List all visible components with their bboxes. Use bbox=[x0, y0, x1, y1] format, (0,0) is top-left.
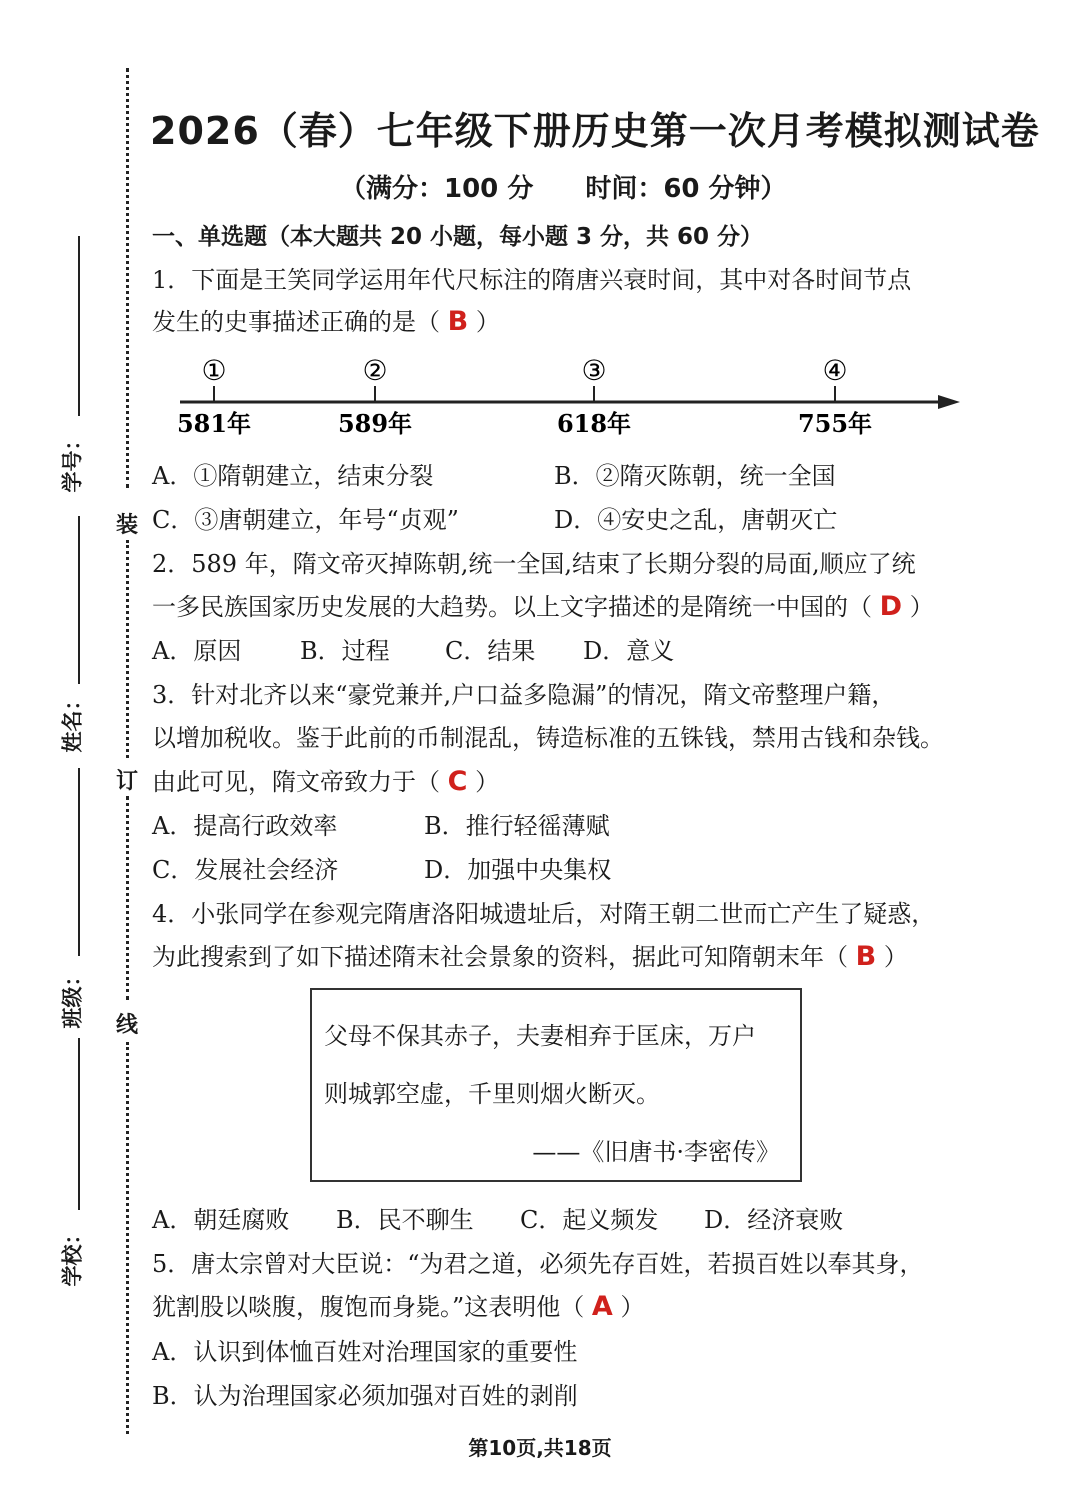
quote-source: ——《旧唐书·李密传》 bbox=[532, 1138, 780, 1166]
timeline-arrow-icon bbox=[938, 395, 960, 409]
timeline-marker-3: ③ bbox=[581, 354, 607, 387]
binding-char-zhuang: 装 bbox=[116, 513, 139, 538]
q5-close-paren: ） bbox=[620, 1293, 645, 1321]
q1-answer: B bbox=[447, 306, 469, 337]
q2-option-b[interactable]: B．过程 bbox=[300, 637, 390, 665]
timeline-year-2: 589年 bbox=[337, 409, 413, 438]
q3-stem-line1: 3．针对北齐以来“豪党兼并,户口益多隐漏”的情况，隋文帝整理户籍， bbox=[152, 681, 896, 709]
binding-dotted-line-1 bbox=[126, 68, 129, 488]
section-heading: 一、单选题（本大题共 20 小题，每小题 3 分，共 60 分） bbox=[152, 224, 764, 250]
q2-answer: D bbox=[879, 591, 903, 622]
q4-option-c[interactable]: C．起义频发 bbox=[520, 1206, 659, 1234]
q4-options-row bbox=[152, 1204, 843, 1236]
timeline-marker-1: ① bbox=[201, 354, 227, 387]
q1-option-b[interactable]: B．②隋灭陈朝，统一全国 bbox=[554, 462, 836, 490]
student-name-line bbox=[78, 516, 80, 684]
binding-dotted-line-4 bbox=[126, 1042, 129, 1434]
binding-dotted-line-3 bbox=[126, 796, 129, 1000]
q3-options-row1 bbox=[152, 810, 610, 842]
student-name-label: 姓名： bbox=[60, 689, 85, 753]
q5-stem-line2 bbox=[152, 1291, 644, 1323]
exam-subtitle: （满分：100 分 时间：60 分钟） bbox=[340, 174, 787, 204]
q2-close-paren: ） bbox=[909, 593, 934, 621]
timeline-year-3: 618年 bbox=[556, 409, 632, 438]
q3-stem-line3 bbox=[152, 766, 499, 798]
q1-stem-text: 发生的史事描述正确的是（ bbox=[152, 308, 440, 336]
q4-option-b[interactable]: B．民不聊生 bbox=[336, 1206, 474, 1234]
student-id-label: 学号： bbox=[60, 429, 85, 493]
timeline-year-4: 755年 bbox=[797, 409, 873, 438]
q3-close-paren: ） bbox=[475, 768, 500, 796]
class-label: 班级： bbox=[60, 965, 85, 1029]
q1-option-c[interactable]: C．③唐朝建立，年号“贞观” bbox=[152, 506, 459, 534]
q4-close-paren: ） bbox=[883, 943, 908, 971]
q5-option-a[interactable]: A．认识到体恤百姓对治理国家的重要性 bbox=[152, 1338, 578, 1366]
timeline bbox=[170, 348, 970, 444]
q5-stem-line1: 5．唐太宗曾对大臣说：“为君之道，必须先存百姓，若损百姓以奉其身， bbox=[152, 1250, 924, 1278]
q4-stem-line2 bbox=[152, 941, 908, 973]
binding-char-ding: 订 bbox=[116, 769, 139, 794]
q4-stem-text: 为此搜索到了如下描述隋末社会景象的资料，据此可知隋朝末年（ bbox=[152, 943, 848, 971]
binding-dotted-line-2 bbox=[126, 540, 129, 758]
q5-option-b[interactable]: B．认为治理国家必须加强对百姓的剥削 bbox=[152, 1382, 578, 1410]
timeline-marker-4: ④ bbox=[822, 354, 848, 387]
exam-title: 2026（春）七年级下册历史第一次月考模拟测试卷 bbox=[150, 109, 1040, 153]
q1-stem-line2 bbox=[152, 306, 500, 338]
q1-options-row1 bbox=[152, 460, 836, 492]
q3-option-a[interactable]: A．提高行政效率 bbox=[152, 812, 338, 840]
q1-close-paren: ） bbox=[475, 308, 500, 336]
q1-option-d[interactable]: D．④安史之乱，唐朝灭亡 bbox=[554, 506, 838, 534]
q3-options-row2 bbox=[152, 854, 611, 886]
timeline-marker-2: ② bbox=[362, 354, 388, 387]
q4-stem-line1: 4．小张同学在参观完隋唐洛阳城遗址后，对隋王朝二世而亡产生了疑惑， bbox=[152, 900, 936, 928]
q3-stem-text: 由此可见，隋文帝致力于（ bbox=[152, 768, 440, 796]
binding-char-xian: 线 bbox=[116, 1013, 139, 1038]
school-line bbox=[78, 1038, 80, 1210]
quote-box bbox=[310, 988, 802, 1182]
q3-option-d[interactable]: D．加强中央集权 bbox=[424, 856, 612, 884]
q5-stem-text: 犹割股以啖腹，腹饱而身毙。”这表明他（ bbox=[152, 1293, 585, 1321]
q1-options-row2 bbox=[152, 504, 837, 536]
q3-answer: C bbox=[447, 766, 468, 797]
quote-line2: 则城郭空虚，千里则烟火断灭。 bbox=[324, 1080, 660, 1108]
page-number: 第10页,共18页 bbox=[468, 1436, 612, 1460]
q2-option-d[interactable]: D．意义 bbox=[583, 637, 675, 665]
q2-option-c[interactable]: C．结果 bbox=[445, 637, 536, 665]
q2-stem-line1: 2．589 年，隋文帝灭掉陈朝,统一全国,结束了长期分裂的局面,顺应了统 bbox=[152, 550, 916, 578]
q3-option-b[interactable]: B．推行轻徭薄赋 bbox=[424, 812, 610, 840]
q3-stem-line2: 以增加税收。鉴于此前的币制混乱，铸造标准的五铢钱，禁用古钱和杂钱。 bbox=[152, 724, 944, 752]
q2-stem-line2 bbox=[152, 591, 934, 623]
q1-option-a[interactable]: A．①隋朝建立，结束分裂 bbox=[152, 462, 434, 490]
q4-option-a[interactable]: A．朝廷腐败 bbox=[152, 1206, 290, 1234]
q3-option-c[interactable]: C．发展社会经济 bbox=[152, 856, 339, 884]
school-label: 学校： bbox=[60, 1223, 85, 1287]
q2-stem-text: 一多民族国家历史发展的大趋势。以上文字描述的是隋统一中国的（ bbox=[152, 593, 872, 621]
class-line bbox=[78, 768, 80, 956]
student-id-line bbox=[78, 236, 80, 416]
q2-options-row bbox=[152, 635, 674, 667]
timeline-year-1: 581年 bbox=[176, 409, 252, 438]
q5-answer: A bbox=[591, 1291, 613, 1322]
q2-option-a[interactable]: A．原因 bbox=[152, 637, 242, 665]
q1-stem-line1: 1．下面是王笑同学运用年代尺标注的隋唐兴衰时间，其中对各时间节点 bbox=[152, 266, 912, 294]
quote-line1: 父母不保其赤子，夫妻相弃于匡床，万户 bbox=[324, 1022, 756, 1050]
q4-answer: B bbox=[855, 941, 877, 972]
q4-option-d[interactable]: D．经济衰败 bbox=[704, 1206, 844, 1234]
